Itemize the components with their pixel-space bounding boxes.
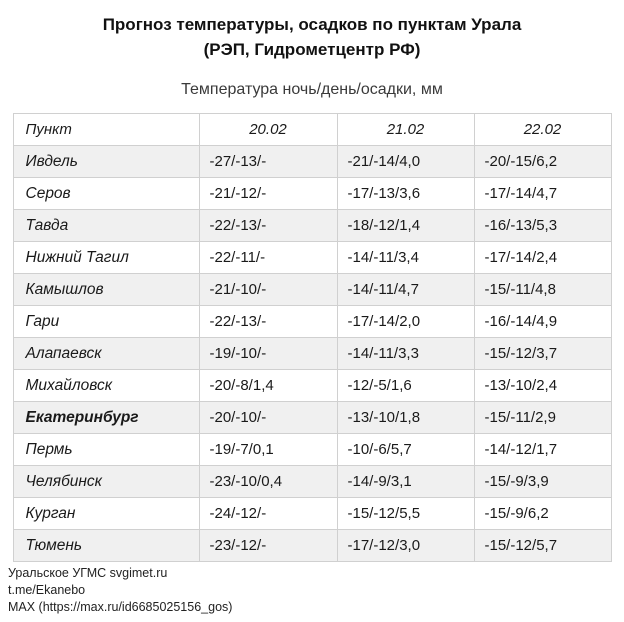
row-point-label: Пермь [13, 434, 199, 466]
row-value-date-2: -18/-12/1,4 [337, 210, 474, 242]
column-header-date-3: 22.02 [474, 114, 611, 146]
row-value-date-2: -14/-11/3,3 [337, 338, 474, 370]
row-value-date-3: -15/-12/3,7 [474, 338, 611, 370]
row-value-date-1: -22/-13/- [199, 210, 337, 242]
row-value-date-1: -21/-10/- [199, 274, 337, 306]
row-value-date-2: -13/-10/1,8 [337, 402, 474, 434]
row-value-date-3: -15/-9/3,9 [474, 466, 611, 498]
row-point-label: Нижний Тагил [13, 242, 199, 274]
table-row [13, 146, 611, 178]
table-header-row [13, 114, 611, 146]
table-row [13, 338, 611, 370]
row-value-date-3: -16/-14/4,9 [474, 306, 611, 338]
row-value-date-3: -17/-14/4,7 [474, 178, 611, 210]
row-point-label: Камышлов [13, 274, 199, 306]
row-value-date-1: -22/-13/- [199, 306, 337, 338]
row-value-date-2: -14/-11/4,7 [337, 274, 474, 306]
row-value-date-2: -17/-12/3,0 [337, 530, 474, 562]
row-value-date-2: -12/-5/1,6 [337, 370, 474, 402]
row-point-label: Тюмень [13, 530, 199, 562]
row-value-date-2: -14/-11/3,4 [337, 242, 474, 274]
table-row [13, 466, 611, 498]
forecast-table [13, 113, 612, 562]
table-row [13, 434, 611, 466]
row-value-date-2: -10/-6/5,7 [337, 434, 474, 466]
row-value-date-3: -16/-13/5,3 [474, 210, 611, 242]
row-value-date-1: -27/-13/- [199, 146, 337, 178]
table-row-ekaterinburg [13, 402, 611, 434]
row-value-date-3: -15/-11/4,8 [474, 274, 611, 306]
table-row [13, 178, 611, 210]
table-header [13, 114, 611, 146]
row-value-date-1: -21/-12/- [199, 178, 337, 210]
table-body [13, 146, 611, 562]
page-title-line-2: (РЭП, Гидрометцентр РФ) [203, 40, 421, 59]
row-value-date-3: -14/-12/1,7 [474, 434, 611, 466]
row-value-date-3: -13/-10/2,4 [474, 370, 611, 402]
row-point-label: Тавда [13, 210, 199, 242]
table-row [13, 370, 611, 402]
footer-credits [8, 565, 232, 616]
row-value-date-1: -23/-10/0,4 [199, 466, 337, 498]
column-header-date-1: 20.02 [199, 114, 337, 146]
table-row [13, 210, 611, 242]
row-point-label: Алапаевск [13, 338, 199, 370]
row-point-label: Челябинск [13, 466, 199, 498]
table-row [13, 498, 611, 530]
table-row [13, 242, 611, 274]
table-row [13, 274, 611, 306]
row-value-date-3: -15/-9/6,2 [474, 498, 611, 530]
column-header-date-2: 21.02 [337, 114, 474, 146]
row-value-date-3: -15/-11/2,9 [474, 402, 611, 434]
row-value-date-1: -23/-12/- [199, 530, 337, 562]
page-subtitle: Температура ночь/день/осадки, мм [181, 81, 443, 98]
row-point-label: Екатеринбург [13, 402, 199, 434]
row-value-date-3: -15/-12/5,7 [474, 530, 611, 562]
footer-line-1: Уральское УГМС svgimet.ru [8, 566, 168, 580]
row-point-label: Ивдель [13, 146, 199, 178]
table-row [13, 306, 611, 338]
footer-line-3: MAX (https://max.ru/id6685025156_gos) [8, 600, 233, 614]
row-value-date-1: -22/-11/- [199, 242, 337, 274]
row-value-date-1: -19/-10/- [199, 338, 337, 370]
row-point-label: Серов [13, 178, 199, 210]
page-title-line-1: Прогноз температуры, осадков по пунктам Урала [102, 15, 522, 34]
row-point-label: Гари [13, 306, 199, 338]
row-value-date-1: -24/-12/- [199, 498, 337, 530]
row-value-date-3: -17/-14/2,4 [474, 242, 611, 274]
row-value-date-2: -21/-14/4,0 [337, 146, 474, 178]
row-value-date-2: -14/-9/3,1 [337, 466, 474, 498]
row-value-date-2: -17/-13/3,6 [337, 178, 474, 210]
row-point-label: Курган [13, 498, 199, 530]
row-value-date-1: -19/-7/0,1 [199, 434, 337, 466]
row-point-label: Михайловск [13, 370, 199, 402]
footer-line-2: t.me/Ekanebo [8, 583, 86, 597]
row-value-date-2: -17/-14/2,0 [337, 306, 474, 338]
row-value-date-1: -20/-10/- [199, 402, 337, 434]
row-value-date-3: -20/-15/6,2 [474, 146, 611, 178]
table-row [13, 530, 611, 562]
row-value-date-1: -20/-8/1,4 [199, 370, 337, 402]
column-header-point: Пункт [13, 114, 199, 146]
page-title [0, 0, 624, 62]
row-value-date-2: -15/-12/5,5 [337, 498, 474, 530]
